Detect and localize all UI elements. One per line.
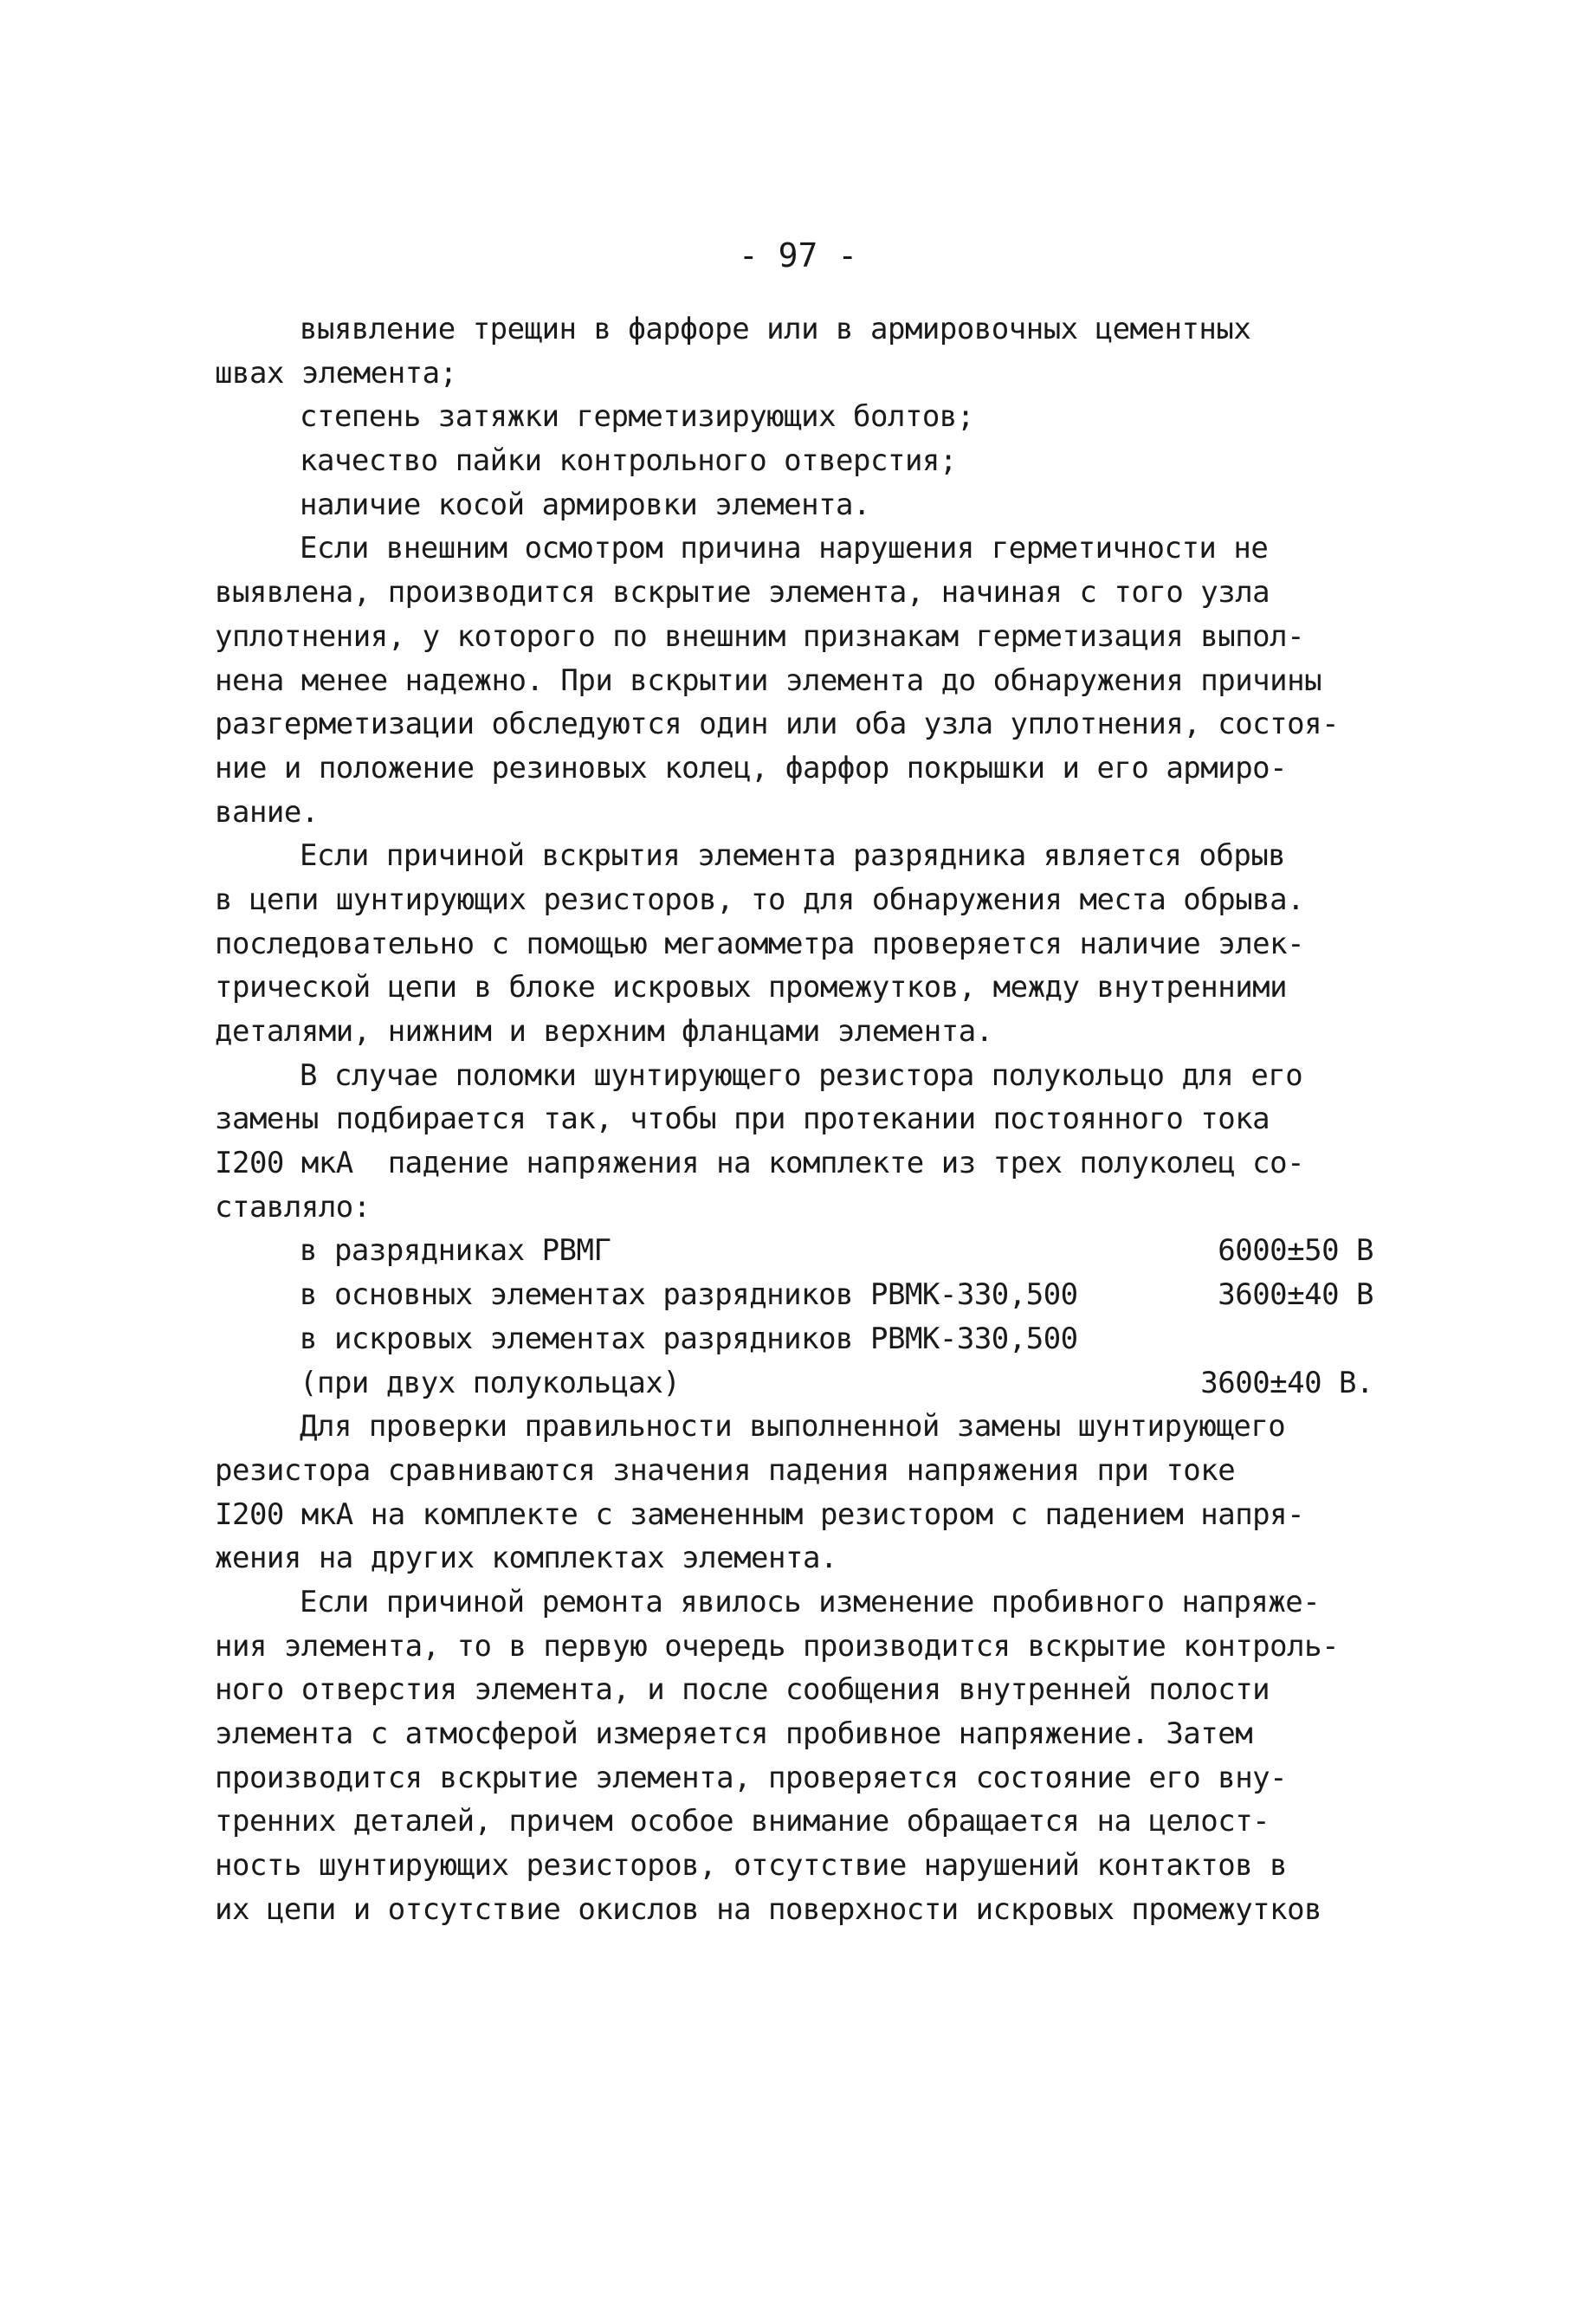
text-line: Если причиной ремонта явилось изменение пробивного напряже- — [300, 1584, 1321, 1619]
text-line: ность шунтирующих резисторов, отсутствие нарушений контактов в — [215, 1848, 1288, 1884]
text-line: замены подбирается так, чтобы при протекании постоянного тока — [215, 1102, 1270, 1137]
text-line: выявление трещин в фарфоре или в армировочных цементных — [300, 312, 1251, 346]
page-number: - 97 - — [738, 236, 858, 275]
text-line: В случае поломки шунтирующего резистора полукольцо для его — [300, 1057, 1303, 1093]
value-row-value: 3600±40 В — [1218, 1277, 1373, 1313]
text-line: степень затяжки герметизирующих болтов; — [300, 399, 974, 435]
text-line: тренних деталей, причем особое внимание обращается на целост- — [215, 1804, 1270, 1839]
text-line: нена менее надежно. При вскрытии элемента до обнаружения причины — [215, 663, 1322, 698]
value-row-label: в искровых элементах разрядников РВМК-330,500 — [300, 1321, 1078, 1356]
text-line: элемента с атмосферой измеряется пробивное напряжение. Затем — [215, 1716, 1253, 1751]
text-line: ставляло: — [215, 1189, 371, 1225]
text-line: I200 мкА на комплекте с замененным резистором с падением напря- — [215, 1496, 1305, 1532]
text-line: жения на других комплектах элемента. — [215, 1541, 837, 1576]
text-line: Для проверки правильности выполненной замены шунтирующего — [300, 1409, 1286, 1445]
value-row-label: (при двух полукольцах) — [300, 1365, 681, 1400]
text-line: швах элемента; — [215, 355, 457, 391]
text-line: уплотнения, у которого по внешним признакам герметизация выпол- — [215, 618, 1305, 654]
value-row — [215, 1273, 1373, 1317]
text-line: трической цепи в блоке искровых промежутков, между внутренними — [215, 970, 1288, 1005]
value-row-value: 6000±50 В — [1218, 1233, 1373, 1269]
text-line: качество пайки контрольного отверстия; — [300, 443, 957, 479]
text-line: их цепи и отсутствие окислов на поверхности искровых промежутков — [215, 1891, 1322, 1927]
value-row — [215, 1229, 1373, 1273]
body-text — [215, 307, 1375, 1931]
text-line: производится вскрытие элемента, проверяется состояние его вну- — [215, 1760, 1288, 1795]
text-line: ния элемента, то в первую очередь производится вскрытие контроль- — [215, 1628, 1340, 1664]
text-line: Если внешним осмотром причина нарушения герметичности не — [300, 531, 1269, 566]
value-row — [215, 1361, 1373, 1406]
value-row — [215, 1317, 1373, 1361]
text-line: последовательно с помощью мегаомметра проверяется наличие элек- — [215, 926, 1305, 961]
text-line: резистора сравниваются значения падения напряжения при токе — [215, 1452, 1236, 1488]
text-line: ного отверстия элемента, и после сообщения внутренней полости — [215, 1672, 1270, 1708]
value-row-label: в основных элементах разрядников РВМК-330,500 — [300, 1277, 1078, 1313]
text-line: разгерметизации обследуются один или оба узла уплотнения, состоя- — [215, 707, 1340, 742]
text-line: наличие косой армировки элемента. — [300, 487, 871, 522]
text-line: деталями, нижним и верхним фланцами элемента. — [215, 1014, 993, 1049]
text-line: в цепи шунтирующих резисторов, то для обнаружения места обрыва. — [215, 882, 1305, 917]
text-line: Если причиной вскрытия элемента разрядника является обрыв — [300, 838, 1286, 874]
text-line: I200 мкА падение напряжения на комплекте из трех полуколец со- — [215, 1146, 1305, 1181]
value-row-label: в разрядниках РВМГ — [300, 1233, 611, 1269]
text-line: вание. — [215, 794, 319, 830]
text-line: ние и положение резиновых колец, фарфор покрышки и его армиро- — [215, 750, 1288, 785]
value-row-value: 3600±40 В. — [1200, 1365, 1373, 1400]
text-line: выявлена, производится вскрытие элемента, начиная с того узла — [215, 575, 1270, 611]
